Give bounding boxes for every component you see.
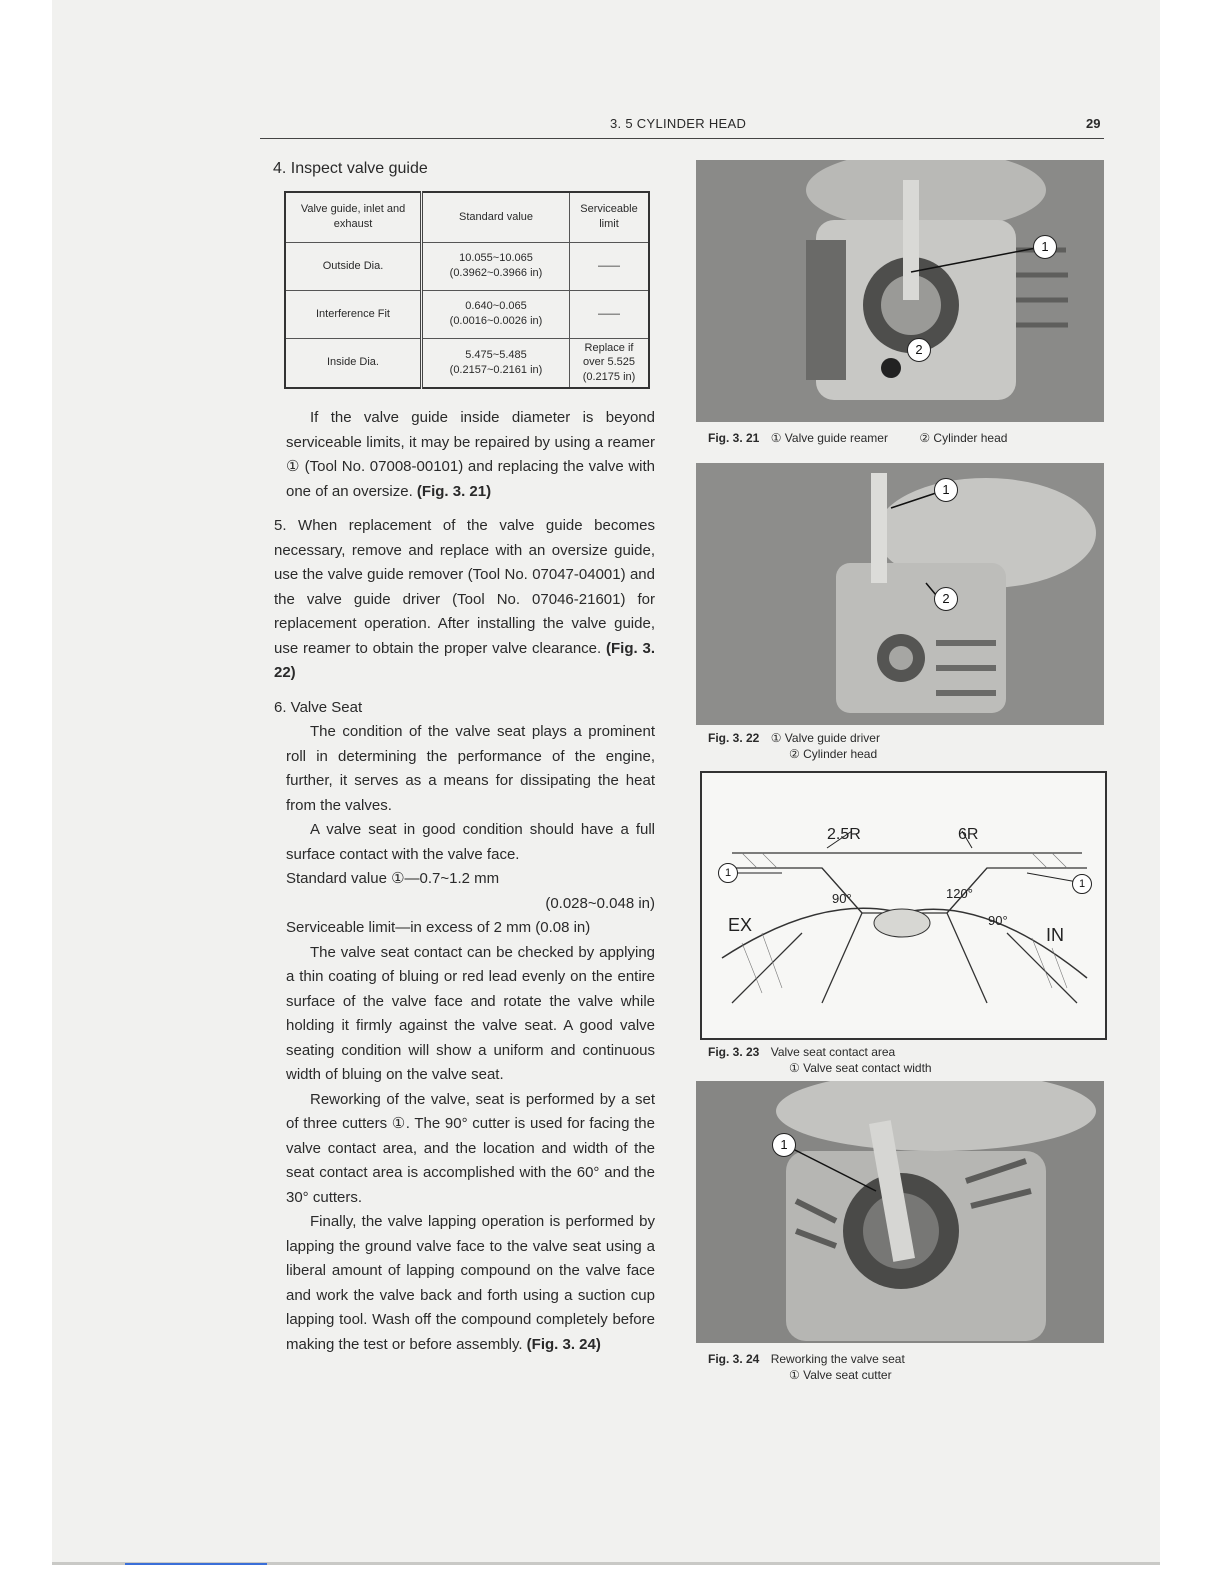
driver-photo-illustration bbox=[696, 463, 1104, 725]
header-rule bbox=[260, 138, 1104, 139]
caption-fig-3-24 bbox=[708, 1351, 905, 1383]
angle-label-90: 90° bbox=[832, 891, 852, 906]
caption-item: ② Cylinder head bbox=[919, 431, 1008, 445]
binder-hole bbox=[0, 148, 22, 196]
standard-mm: 10.055~10.065 bbox=[459, 252, 533, 265]
table-cell-item: Inside Dia. bbox=[285, 338, 422, 388]
caption-item: ① Valve guide reamer bbox=[770, 431, 888, 445]
paragraph-lapping bbox=[286, 1210, 655, 1357]
table-header-cell: Valve guide, inlet and exhaust bbox=[285, 192, 422, 242]
table-row bbox=[285, 290, 649, 338]
serviceable-limit: Serviceable limit—in excess of 2 mm (0.08 in) bbox=[286, 919, 591, 936]
table-cell-standard bbox=[422, 290, 570, 338]
paragraph-valve-seat: The condition of the valve seat plays a prominent roll in determining the performance of the engine, further, it serves as a means for dissipating the heat from the valves. bbox=[286, 723, 655, 814]
standard-value: Standard value ①—0.7~1.2 mm bbox=[286, 870, 500, 887]
paragraph-bluing: The valve seat contact can be checked by applying a thin coating of bluing or red lead evenly on the entire surface of the valve face and rotate the valve while holding it firmly against the valve seat. A good valve seating condition will show a uniform and continuous width of bluing on the valve seat. bbox=[286, 943, 655, 1083]
paragraph-cutters: Reworking of the valve, seat is performed by a set of three cutters ①. The 90° cutter is used for facing the valve contact area, and the location and width of the seat contact area is accomplished with the 60° and the 30° cutters. bbox=[286, 1090, 655, 1206]
table-header-row bbox=[285, 192, 649, 242]
table-cell-item: Interference Fit bbox=[285, 290, 422, 338]
photo-valve-seat-cutter bbox=[696, 1081, 1104, 1343]
binder-hole bbox=[0, 742, 22, 790]
paragraph-replacement bbox=[274, 514, 655, 686]
caption-item: Valve seat contact area bbox=[770, 1045, 896, 1059]
page-number: 29 bbox=[1086, 116, 1101, 131]
standard-in: (0.0016~0.0026 in) bbox=[449, 315, 543, 327]
angle-label-120: 120° bbox=[946, 886, 973, 901]
angle-label-90-in: 90° bbox=[988, 913, 1008, 928]
valve-seat-cross-section bbox=[702, 773, 1105, 1038]
paragraph-text: If the valve guide inside diameter is beyond serviceable limits, it may be repaired by using a reamer ① (Tool No. 07008-00101) and replacing the valve with one of an oversize. bbox=[286, 409, 655, 500]
table-cell-limit bbox=[570, 338, 650, 388]
subsection-title: 6. Valve Seat bbox=[274, 698, 363, 716]
radius-label-2-5r: 2.5R bbox=[827, 826, 861, 843]
table-row bbox=[285, 242, 649, 290]
table-header-cell: Standard value bbox=[422, 192, 570, 242]
table-cell-standard bbox=[422, 242, 570, 290]
page-link-bar bbox=[125, 1563, 267, 1565]
caption-item: ① Valve guide driver bbox=[770, 731, 880, 745]
figure-label: Fig. 3. 24 bbox=[708, 1352, 760, 1366]
running-header: 3. 5 CYLINDER HEAD bbox=[610, 116, 747, 131]
binder-hole bbox=[0, 1360, 22, 1408]
standard-in: (0.3962~0.3966 in) bbox=[449, 267, 543, 279]
figure-reference: (Fig. 3. 22) bbox=[274, 639, 655, 681]
binder-hole bbox=[0, 438, 10, 486]
standard-in: (0.2157~0.2161 in) bbox=[449, 363, 543, 376]
callout-1: 1 bbox=[1072, 874, 1092, 894]
binder-hole bbox=[0, 1208, 22, 1256]
callout-1: 1 bbox=[772, 1133, 796, 1157]
binder-hole bbox=[0, 1062, 22, 1110]
section-title: 4. Inspect valve guide bbox=[273, 160, 428, 177]
intake-label: IN bbox=[1046, 925, 1064, 945]
callout-1: 1 bbox=[718, 863, 738, 883]
figure-label: Fig. 3. 21 bbox=[708, 431, 760, 445]
callout-2: 2 bbox=[934, 587, 958, 611]
callout-1: 1 bbox=[934, 478, 958, 502]
valve-guide-spec-table bbox=[284, 191, 650, 389]
limit-mm: Replace if over 5.525 bbox=[583, 341, 635, 369]
figure-label: Fig. 3. 23 bbox=[708, 1045, 760, 1059]
standard-mm: 0.640~0.065 bbox=[465, 300, 527, 313]
paragraph-text: 5. When replacement of the valve guide becomes necessary, remove and replace with an oversize guide, use the valve guide remover (Tool No. 07047-04001) and the valve guide driver (Tool No. 07046-21601) for replacement operation. After installing the valve guide, use reamer to obtain the proper valve clearance. bbox=[274, 517, 655, 657]
photo-valve-guide-reamer bbox=[696, 160, 1104, 422]
table-cell-standard bbox=[422, 338, 570, 388]
cutter-photo-illustration bbox=[696, 1081, 1104, 1343]
paragraph-reamer bbox=[286, 406, 655, 504]
callout-1: 1 bbox=[1033, 235, 1057, 259]
caption-item: ② Cylinder head bbox=[789, 747, 878, 761]
radius-label-6r: 6R bbox=[958, 826, 979, 843]
paragraph-contact: A valve seat in good condition should have a full surface contact with the valve face. bbox=[286, 821, 655, 863]
callout-2: 2 bbox=[907, 338, 931, 362]
table-header-cell: Serviceable limit bbox=[570, 192, 650, 242]
figure-reference: (Fig. 3. 21) bbox=[416, 482, 492, 500]
valve-seat-diagram bbox=[700, 771, 1107, 1040]
photo-valve-guide-driver bbox=[696, 463, 1104, 725]
caption-item: ① Valve seat cutter bbox=[789, 1368, 892, 1382]
caption-fig-3-23 bbox=[708, 1044, 932, 1076]
body-text-column bbox=[274, 406, 655, 1357]
figure-reference: (Fig. 3. 24) bbox=[526, 1335, 601, 1353]
table-cell-limit: —— bbox=[570, 242, 650, 290]
table-cell-limit: —— bbox=[570, 290, 650, 338]
standard-mm: 5.475~5.485 bbox=[465, 348, 527, 361]
figure-label: Fig. 3. 22 bbox=[708, 731, 760, 745]
reamer-photo-illustration bbox=[696, 160, 1104, 422]
table-row bbox=[285, 338, 649, 388]
table-cell-item: Outside Dia. bbox=[285, 242, 422, 290]
caption-item: ① Valve seat contact width bbox=[789, 1061, 932, 1075]
standard-value-inches: (0.028~0.048 in) bbox=[545, 894, 655, 912]
caption-fig-3-21 bbox=[708, 430, 1007, 446]
caption-fig-3-22 bbox=[708, 730, 880, 762]
binder-hole bbox=[0, 288, 22, 336]
paragraph-text: Finally, the valve lapping operation is performed by lapping the ground valve face to the valve seat using a liberal amount of lapping compound on the valve face and work the valve back and forth using a suction cup lapping tool. Wash off the compound completely before making the test or before assembly. bbox=[286, 1213, 655, 1353]
caption-item: Reworking the valve seat bbox=[770, 1352, 905, 1366]
limit-in: (0.2175 in) bbox=[582, 371, 636, 384]
exhaust-label: EX bbox=[728, 915, 753, 935]
